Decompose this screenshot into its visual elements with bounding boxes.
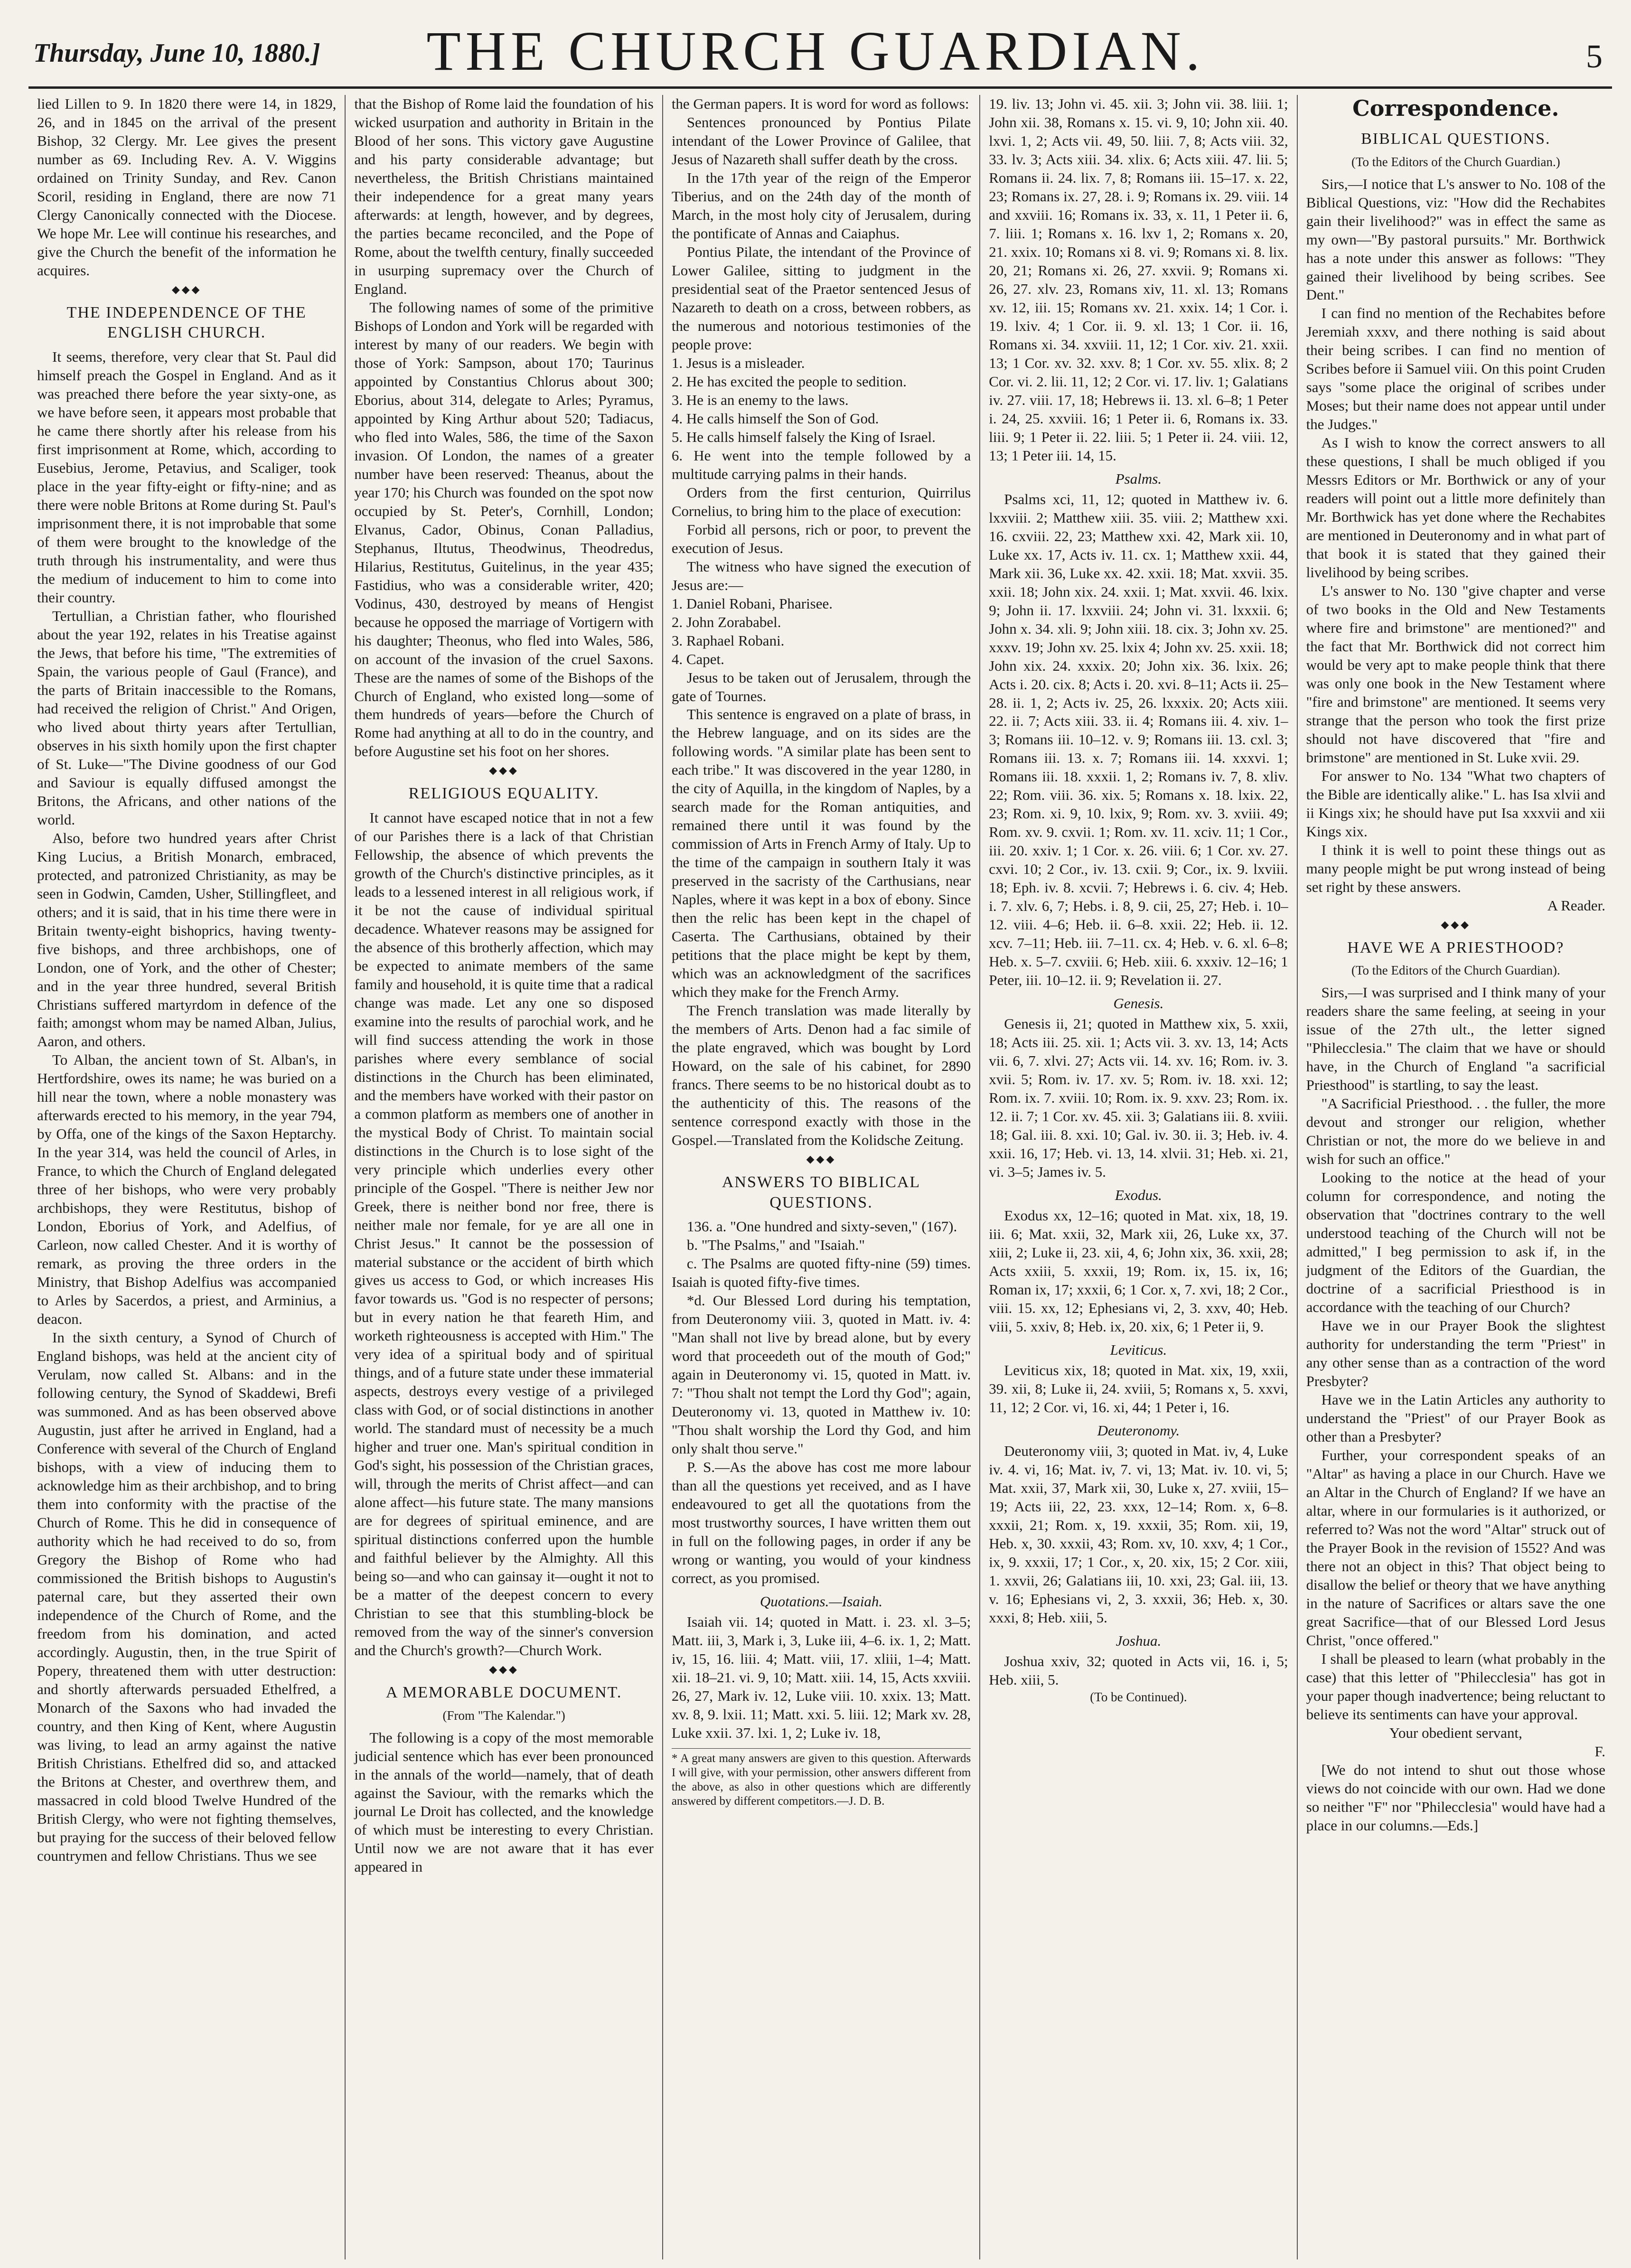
article-text: Looking to the notice at the head of your column for correspondence, and noting the observation that "doctrines contrary to the well understood teaching of the Church will not be admitted," I beg permission to ask if, in the judgment of the Editors of the Guardian, the doctrine of a sacrificial Priesthood is in accordance with the teaching of our Church? <box>1306 1169 1606 1316</box>
article-text: 136. a. "One hundred and sixty-seven," (167). <box>686 1218 957 1235</box>
article-text: It seems, therefore, very clear that St. Paul did himself preach the Gospel in England. And as it was preached there before the year sixty-one, as we have before seen, it appears most probable that he came there shortly after his release from his first imprisonment at Rome, which, according to Eusebius, Jerome, Petavius, and Scaliger, took place in the year fifty-eight or fifty-nine; and as there were noble Britons at Rome during St. Paul's imprisonment there, it is not improbable that some of them were brought to the knowledge of the truth through his instrumentality, and were thus the medium of inducement to him to come into their country. <box>37 348 337 606</box>
article-text: Exodus xx, 12–16; quoted in Mat. xix, 18, 19. iii. 6; Mat. xxii, 32, Mark xii, 26, Luke xx, 37. xiii, 2; Luke ii, 23. xii, 4, 6; John xix, 36. xxii, 28; Acts xxiii, 5. xxxii, 19; Rom. ix, 15. ix, 16; Roman ix, 17; xxxii, 6; 1 Cor. x, 7. xvi, 18; 2 Cor., viii. 15. xx, 12; Ephesians vi, 2, 3. xxv, 40; Heb. viii, 5. xxiv, 8; Heb. ix, 20. xix, 6; 1 Peter ii, 9. <box>989 1207 1288 1335</box>
list-item: 3. He is an enemy to the laws. <box>671 391 849 408</box>
article-text: The French translation was made literally by the members of Arts. Denon had a fac simile of the plate engraved, which was bought by Lord Howard, on the sale of his cabinet, for 2890 francs. There seems to be no historical doubt as to the authenticity of this. The reasons of the sentence correspond exactly with those in the Gospel.—Translated from the Kolidsche Zeitung. <box>671 1002 971 1149</box>
witness-list <box>672 595 971 669</box>
article-heading: RELIGIOUS EQUALITY. <box>408 785 600 803</box>
column-4 <box>980 95 1297 2259</box>
ornament-divider: ◆◆◆ <box>171 283 202 295</box>
page-columns <box>28 95 1614 2259</box>
article-text: To Alban, the ancient town of St. Alban's, in Hertfordshire, owes its name; he was buried on a hill near the town, where a noble monastery was afterwards erected to his memory, in the year 794, by Offa, one of the kings of the Saxon Heptarchy. In the year 314, was held the council of Arles, in France, to which the Church of England delegated three of her bishops, who were very probably archbishops, they were Restitutus, bishop of London, Eborius of York, and Adelfius, of Carleon, now called Chester. And it is worthy of remark, as proving the three orders in the Ministry, that Bishop Adelfius was accompanied to Arles by Sacerdos, a priest, and Arminius, a deacon. <box>37 1051 337 1328</box>
masthead-rule <box>28 86 1612 89</box>
article-text: Isaiah vii. 14; quoted in Matt. i. 23. xl. 3–5; Matt. iii, 3, Mark i, 3, Luke iii, 4–6. ix. 1, 2; Matt. iv, 15, 16. liii. 4; Matt. viii, 17. xliii, 1–4; Matt. xii. 18–21. vi. 9, 10; Matt. xiii. 14, 15, Acts xxviii. 26, 27, Mark iv. 12, Luke viii. 10. xxix. 13; Matt. xv. 8, 9. lxii. 11; Matt. xxi. 5. liii. 12; Mark xv. 28, Luke xxii. 37. lxi. 1, 2; Luke iv. 18, <box>671 1613 971 1741</box>
article-heading: ANSWERS TO BIBLICAL QUESTIONS. <box>722 1173 921 1211</box>
article-text: Have we in the Latin Articles any authority to understand the "Priest" of our Prayer Book as other than a Presbyter? <box>1306 1391 1606 1445</box>
list-item: 2. John Zorababel. <box>671 613 781 630</box>
article-text: In the sixth century, a Synod of Church of England bishops, was held at the ancient city of Verulam, now called St. Albans: and in the following century, the Synod of Skaddewi, Brefi was summoned. And as has been observed above Augustin, just after he arrived in England, had a Conference with several of the Church of England bishops, with a view of inducing them to acknowledge him as their archbishop, and to bring them into conformity with the practise of the Church of Rome. This he did in consequence of authority which he had received to do so, from Gregory the Bishop of Rome who had commissioned the British bishops to Augustin's paternal care, but they asserted their own independence of the Church of Rome, and the freedom from his domination, and acted accordingly. Augustin, then, in the true Spirit of Popery, threatened them with utter destruction: and shortly afterwards persuaded Ethelfred, a Monarch of the Saxons who had invaded the country, and then King of Kent, where Augustin was living, to lead an army against the native British Christians. Ethelfred did so, and attacked the Britons at Chester, and overthrew them, and massacred in cold blood Twelve Hundred of the British Clergy, who were not fighting themselves, but praying for the success of their beloved fellow countrymen and fellow Christians. Thus we see <box>37 1329 337 1864</box>
article-text: Jesus to be taken out of Jerusalem, through the gate of Tournes. <box>671 669 971 704</box>
section-label: Psalms. <box>1115 470 1162 487</box>
article-text: The witness who have signed the execution of Jesus are:— <box>671 558 971 593</box>
section-label: Genesis. <box>1113 995 1164 1012</box>
list-item: 4. He calls himself the Son of God. <box>671 410 879 427</box>
section-label: Deuteronomy. <box>1097 1422 1180 1439</box>
article-text: Have we in our Prayer Book the slightest authority for understanding the term "Priest" in any other sense than as a contraction of the word Presbyter? <box>1306 1317 1606 1390</box>
issue-date: Thursday, June 10, 1880.] <box>33 38 320 68</box>
list-item: 6. He went into the temple followed by a multitude carrying palms in their hands. <box>671 447 971 482</box>
column-1 <box>28 95 346 2259</box>
article-text: Also, before two hundred years after Christ King Lucius, a British Monarch, embraced, protected, and patronized Christianity, as may be seen in Godwin, Camden, Usher, Stillingfleet, and others; and it is said, that in his time there were in Britain twenty-eight bishoprics, having twenty-five bishops, and three archbishops, one of London, one of York, and the other of Chester; and in the year three hundred, several British Christians suffered martyrdom in defence of the faith; amongst whom may be named Alban, Julius, Aaron, and others. <box>37 829 337 1050</box>
article-text: I think it is well to point these things out as many people might be put wrong instead of being set right by these answers. <box>1306 842 1606 895</box>
article-source: (From "The Kalendar.") <box>442 1708 565 1723</box>
page-number: 5 <box>1586 38 1603 75</box>
letter-signature: A Reader. <box>1547 897 1606 914</box>
column-5 <box>1298 95 1614 2259</box>
section-label: Exodus. <box>1115 1187 1162 1204</box>
article-text: c. The Psalms are quoted fifty-nine (59) times. Isaiah is quoted fifty-five times. <box>671 1255 971 1291</box>
article-text: I shall be pleased to learn (what probably in the case) that this letter of "Philecclesia" has got in your paper though inadvertence; being reluctant to believe its sentiments can have your approval. <box>1306 1650 1606 1723</box>
masthead <box>0 0 1631 85</box>
letter-closing: Your obedient servant, <box>1389 1724 1522 1741</box>
article-text: Forbid all persons, rich or poor, to prevent the execution of Jesus. <box>671 521 971 556</box>
article-text: The following names of some of the primitive Bishops of London and York will be regarded with interest by many of our readers. We begin with those of York: Sampson, about 170; Taurinus appointed by Constantius Chlorus about 300; Eborius, about 314, delegate to Arles; Pyramus, appointed by King Arthur about 520; Tadiacus, who fled into Wales, 586, the time of the Saxon invasion. Of London, the names of a greater number have been reserved: Theanus, about the year 170; his Church was founded on the spot now occupied by St. Peter's, Cornhill, London; Elvanus, Cador, Obinus, Conan Palladius, Stephanus, Iltutus, Theodwinus, Theodredus, Hilarius, Restitutus, Guitelinus, in the year 435; Fastidius, who was a considerable writer, 420; Vodinus, 430, destroyed by means of Hengist because he opposed the marriage of Vortigern with his daughter; Theonus, who fled into Wales, 586, on account of the invasion of the cruel Saxons. These are the names of some of the Bishops of the Church of England, who existed long—some of them hundreds of years—before the Church of Rome had anything at all to do in the country, and before Augustine set his foot on her shores. <box>354 299 654 760</box>
list-item: 1. Jesus is a misleader. <box>671 354 805 371</box>
section-title: Correspondence. <box>1352 95 1559 121</box>
article-text: "A Sacrificial Priesthood. . . the fuller, the more devout and stronger our religion, whether Christian or not, the more do we believe in and wish for such an office." <box>1306 1095 1606 1168</box>
section-label: Leviticus. <box>1110 1341 1167 1358</box>
article-text: Leviticus xix, 18; quoted in Mat. xix, 19, xxii, 39. xii, 8; Luke ii, 24. xviii, 5; Romans x, 5. xxvi, 11, 12; 2 Cor. vi, 16. xi, 44; 1 Peter i, 16. <box>989 1361 1288 1415</box>
article-text: As I wish to know the correct answers to all these questions, I shall be much obliged if you Messrs Editors or Mr. Borthwick or any of your readers will point out a little more definitely than Mr. Borthwick has yet done where the Rechabites are mentioned in Deuteronomy and in what part of that book it is stated that they gained their livelihood by being scribes. <box>1306 434 1606 581</box>
ornament-divider: ◆◆◆ <box>806 1153 836 1165</box>
section-label: Quotations.—Isaiah. <box>759 1593 883 1610</box>
letter-address: (To the Editors of the Church Guardian). <box>1351 963 1560 978</box>
column-2 <box>346 95 663 2259</box>
article-text: b. "The Psalms," and "Isaiah." <box>686 1237 865 1254</box>
article-text: This sentence is engraved on a plate of brass, in the Hebrew language, and on its sides are the following words. "A similar plate has been sent to each tribe." It was discovered in the year 1280, in the city of Aquilla, in the kingdom of Naples, by a search made for the Roman antiquities, and remained there until it was found by the commission of Arts in French Army of Italy. Up to the time of the campaign in southern Italy it was preserved in the sacristy of the Carthusians, near Naples, where it was kept in a box of ebony. Since then the relic has been kept in the chapel of Caserta. The Carthusians, obtained by their petitions that the place might be kept by them, which was an acknowledgment of the sacrifices which they make for the French Army. <box>671 706 971 1001</box>
article-heading: A MEMORABLE DOCUMENT. <box>385 1683 622 1701</box>
letter-address: (To the Editors of the Church Guardian.) <box>1351 154 1560 169</box>
ornament-divider: ◆◆◆ <box>489 764 519 777</box>
article-heading: HAVE WE A PRIESTHOOD? <box>1347 938 1565 956</box>
ornament-divider: ◆◆◆ <box>489 1663 519 1676</box>
article-text: Sirs,—I was surprised and I think many of your readers share the same feeling, at seeing in your issue of the 27th ult., the letter signed "Philecclesia." The claim that we have or should have, in the Church of England "a sacrificial Priesthood" is startling, to say the least. <box>1306 984 1606 1094</box>
article-text: Sirs,—I notice that L's answer to No. 108 of the Biblical Questions, viz: "How did the Rechabites gain their livelihood?" was in effect the same as my own—"By pastoral pursuits." Mr. Borthwick has a note under this answer as follows: "They gained their livelihood by being scribes. See Dent." <box>1306 175 1606 303</box>
article-text: In the 17th year of the reign of the Emperor Tiberius, and on the 24th day of the month of March, in the most holy city of Jerusalem, during the pontificate of Annas and Caiaphus. <box>671 169 971 242</box>
section-label: Joshua. <box>1115 1632 1162 1649</box>
article-text: Pontius Pilate, the intendant of the Province of Lower Galilee, sitting to judgment in the presidential seat of the Praetor sentenced Jesus of Nazareth to death on a cross, between robbers, as the numerous and notorious testimonies of the people prove: <box>671 243 971 353</box>
article-text: It cannot have escaped notice that in not a few of our Parishes there is a lack of that Christian Fellowship, the absence of which prevents the growth of the Church's distinctive principles, as it leads to a lessened interest in all religious work, if it be not the cause of individual spiritual decadence. Whatever reasons may be assigned for the absence of this brotherly affection, which may be expected to animate members of the same family and household, it is quite time that a radical change was made. Let any one so disposed examine into the results of parochial work, and he will find success attending the work in those parishes where every semblance of social distinctions in the Church has been eliminated, and the members have worked with their pastor on a common platform as members one of another in the mystical Body of Christ. To maintain social distinctions in the Church is to lose sight of the very principle which underlies every other principle of the Gospel. "There is neither Jew nor Greek, there is neither bond nor free, there is neither male nor female, for ye are all one in Christ Jesus." It cannot be the possession of material substance or the accident of birth which gives us access to God, or which increases His favor towards us. "God is no respecter of persons; but in every nation he that feareth Him, and worketh righteousness is accepted with Him." The very idea of a spiritual body and of spiritual things, and of a future state under these immaterial aspects, destroys every vestige of a privileged class with God, or of social distinctions in another world. The standard must of necessity be a much higher and truer one. Man's spiritual condition in God's sight, his possession of the Christian graces, will, through the merits of Christ affect—and can alone affect—his future state. The many mansions are for degrees of spiritual eminence, and are spiritual distinctions conferred upon the humble and faithful believer by the Almighty. All this being so—and who can gainsay it—ought it not to be a matter of the deepest concern to every Christian to see that this stumbling-block be removed from the way of the sinner's conversion and the Church's growth?—Church Work. <box>354 809 654 1659</box>
article-text: lied Lillen to 9. In 1820 there were 14, in 1829, 26, and in 1845 on the arrival of the present Bishop, 32 Clergy. Mr. Lee gives the present number as 69. Including Rev. A. V. Wiggins ordained on Trinity Sunday, and Rev. Canon Scoril, residing in England, there are now 71 Clergy Canonically connected with the Diocese. We hope Mr. Lee will continue his researches, and give the Church the benefit of the information he acquires. <box>37 95 337 279</box>
editor-note: [We do not intend to shut out those whose views do not coincide with our own. Had we done so neither "F" nor "Philecclesia" would have had a place in our columns.—Eds.] <box>1306 1761 1606 1834</box>
newspaper-title: THE CHURCH GUARDIAN. <box>426 20 1205 82</box>
article-text: Tertullian, a Christian father, who flourished about the year 192, relates in his Treatise against the Jews, that before his time, "The extremities of Spain, the various people of Gaul (France), and the parts of Britain inaccessible to the Romans, had received the religion of Christ." And Origen, who lived about thirty years after Tertullian, observes in his sixth homily upon the first chapter of St. Luke—"The Divine goodness of our God and Saviour is equally diffused amongst the Britons, the Africans, and other nations of the world. <box>37 607 337 828</box>
continued-note: (To be Continued). <box>1090 1689 1187 1704</box>
article-text: Joshua xxiv, 32; quoted in Acts vii, 16. i, 5; Heb. xiii, 5. <box>989 1652 1288 1688</box>
article-text: L's answer to No. 130 "give chapter and verse of two books in the Old and New Testaments where fire and brimstone" are mentioned?" and the fact that Mr. Borthwick did not correct him would be very apt to make people think that there was only one book in the New Testament where "fire and brimstone" are mentioned. It seems very strange that the person who took the first prize should not have discovered that "fire and brimstone" are mentioned in St. Luke xvii. 29. <box>1306 582 1606 766</box>
article-text: For answer to No. 134 "What two chapters of the Bible are identically alike." L. has Isa xlvii and ii Kings xix; he should have put Isa xxxvii and xii Kings xix. <box>1306 768 1606 840</box>
footnote: * A great many answers are given to this question. Afterwards I will give, with your permission, other answers different from the above, as also in other questions which are differently answered by different competitors.—J. D. B. <box>672 1748 971 1809</box>
list-item: 1. Daniel Robani, Pharisee. <box>671 595 833 612</box>
article-text: Orders from the first centurion, Quirrilus Cornelius, to bring him to the place of execution: <box>671 484 971 519</box>
letter-signature: F. <box>1594 1743 1606 1760</box>
article-text: Further, your correspondent speaks of an "Altar" as having a place in our Church. Have we an Altar in the Church of England? If we have an altar, where in our formularies is it authorized, or referred to? Was not the word "Altar" struck out of the Prayer Book in the revision of 1552? And was there not an object in this? That object being to disallow the belief or theory that we have anything in the nature of Sacrifices or altars save the one great Sacrifice—that of our Blessed Lord Jesus Christ, "once offered." <box>1306 1446 1606 1649</box>
list-item: 4. Capet. <box>671 650 724 667</box>
article-text: that the Bishop of Rome laid the foundation of his wicked usurpation and authority in Britain in the Blood of her sons. This victory gave Augustine and his party considerable advantage; but nevertheless, the British Christians maintained their independence for a great many years afterwards: at length, however, and by degrees, the parties became reconciled, and the Pope of Rome, about the twelfth century, finally succeeded in usurping supremacy over the Church of England. <box>354 95 654 297</box>
charges-list <box>672 354 971 484</box>
list-item: 3. Raphael Robani. <box>671 632 785 649</box>
article-text: Genesis ii, 21; quoted in Matthew xix, 5. xxii, 18; Acts iii. 25. xii. 1; Acts vii. 3. xv. 13, 14; Acts vii. 6, 7. xlvi. 27; Acts vii. 14. xv. 16; Rom. iv. 3. xvii. 5; Rom. iv. 17. xv. 5; Rom. iv. 18. xxi. 12; Rom. ix. 7. xviii. 10; Rom. ix. 9. xxv. 23; Rom. ix. 12. ii. 7; 1 Cor. xv. 45. xii. 3; Galatians iii. 8. xviii. 18; Gal. iii. 8. xxi. 10; Gal. iv. 30. ii. 3; Heb. iv. 4. xxii. 16, 17; Heb. vi. 13, 14. xlvii. 31; Heb. xi. 21, vi. 3–5; James iv. 5. <box>989 1015 1288 1181</box>
column-3 <box>663 95 980 2259</box>
list-item: 5. He calls himself falsely the King of Israel. <box>671 428 936 445</box>
list-item: 2. He has excited the people to sedition. <box>671 373 907 390</box>
article-heading: THE INDEPENDENCE OF THE ENGLISH CHURCH. <box>66 303 307 342</box>
ornament-divider: ◆◆◆ <box>1441 918 1471 930</box>
article-heading: BIBLICAL QUESTIONS. <box>1361 130 1551 148</box>
article-text: Deuteronomy viii, 3; quoted in Mat. iv, 4, Luke iv. 4. vi, 16; Mat. iv, 7. vi, 13; Mat. iv. 10. vi, 5; Mat. xxii, 37, Mark xii, 30, Luke x, 27. xviii, 15–19; Acts iii, 22, 23. xxx, 12–14; Rom. x, 6–8. xxxii, 21; Rom. x, 19. xxxii, 35; Rom. xii, 19, Heb. x, 30. xxxii, 43; Rom. xv, 10. xxv, 4; 1 Cor., ix, 9. xxxii, 17; 1 Cor., x, 20. xix, 15; 2 Cor. xiii, 1. xxvii, 26; Galatians iii, 10. xxi, 23; Gal. iii, 13. v. 16; Ephesians vi, 2, 3. xxxii, 36; Heb. x, 30. xxxi, 8; Heb. xiii, 5. <box>989 1442 1288 1626</box>
article-text: P. S.—As the above has cost me more labour than all the questions yet received, and as I have endeavoured to get all the quotations from the most trustworthy sources, I have written them out in full on the following pages, in order if any be wrong or wanting, you would of your kindness correct, as you promised. <box>671 1459 971 1587</box>
article-text: 19. liv. 13; John vi. 45. xii. 3; John vii. 38. liii. 1; John xii. 38, Romans x. 15. vi. 9, 10; John xii. 40. lxvi. 1, 2; Acts vii. 49, 50. liii. 7, 8; Acts viii. 32, 33. lv. 3; Acts xiii. 34. xlix. 6; Acts xiii. 47. lii. 5; Romans ii. 24. lix. 7, 8; Romans iii. 15–17. x. 22, 23; Romans ix. 27, 28. i. 9; Romans ix. 29. viii. 14 and xxviii. 16; Romans ix. 33, x. 11, 1 Peter ii. 6, 7. liii. 1; Romans x. 16. lxv 1, 2; Romans x. 20, 21. xxix. 10; Romans xi 8. vi. 9; Romans xi. 8. lix. 20, 21; Romans xi. 26, 27. xxvii. 9; Romans xi. 26, 27. xlv. 23, Romans xiv, 11. xl. 13; Romans xv. 12, iii. 15; Romans xv. 21. xxix. 14; 1 Cor. i. 19. lxiv. 4; 1 Cor. ii. 9. xl. 13; 1 Cor. ii. 16, Romans xi. 34. xxviii. 11, 12; 1 Cor. xiv. 21. xxii. 13; 1 Cor. xv. 32. xxv. 8; 1 Cor. xv. 55. xlix. 8; 2 Cor. vi. 2. lii. 11, 12; 2 Cor. vi. 17. liv. 1; Galatians iv. 27. viii. 17, 18; Hebrews ii. 13. xl. 6–8; 1 Peter i. 24, 25. xxviii. 16; 1 Peter ii. 6, Romans ix. 33. liii. 9; 1 Peter ii. 22. liii. 5; 1 Peter ii. 24. viii. 12, 13; 1 Peter iii. 14, 15. <box>989 95 1288 464</box>
article-text: Psalms xci, 11, 12; quoted in Matthew iv. 6. lxxviii. 2; Matthew xiii. 35. viii. 2; Matthew xxi. 16. cxviii. 22, 23; Matthew xxi. 42, Mark xii. 10, Luke xx. 17, Acts iv. 11. cx. 1; Matthew xxii. 44, Mark xii. 36, Luke xx. 42. xxii. 18; Mat. xxvii. 35. xxii. 18; John xix. 24. xxii. 1; Mat. xxvii. 46. lxix. 9; John ii. 17. lxxviii. 24; John vi. 31. lxxxii. 6; John x. 34. xli. 9; John xiii. 18. cix. 3; John xv. 25. xxxv. 19; John xv. 25. lxix 4; John xv. 25. xxii. 18; John xix. 24. xxxix. 20; John xix. 36. lxix. 26; Acts i. 20. cix. 8; Acts i. 20. xvi. 8–11; Acts ii. 25–28. ii. 1, 2; Acts iv. 25, 26. lxxxix. 20; Acts xiii. 22. ii. 7; Acts xiii. 33. ii. 4; Romans iii. 4. xiv. 1–3; Romans iii. 10–12. v. 9; Romans iii. 13. cxl. 3; Romans iii. 13. x. 7; Romans iii. 14. xxxvi. 1; Romans iii. 18. xxxii. 1, 2; Romans iv. 7, 8. xliv. 22; Rom. viii. 36. xix. 5; Romans x. 18. lxix. 22, 23; Rom. xi. 9, 10. lxix, 9; Rom. xv. 3. xviii. 49; Rom. xv. 9. cxvii. 1; Rom. xv. 11. xciv. 11; 1 Cor., iii. 20. xxiv. 1; 1 Cor. x. 26. viii. 6; 1 Cor. xv. 27. cxvi. 10; 2 Cor., iv. 13. cxii. 9; Cor., ix. 9. lxviii. 18; Eph. iv. 8. xcvii. 7; Hebrews i. 6. civ. 4; Heb. i. 7. xlv. 6, 7; Hebs. i. 8, 9. cii, 25, 27; Heb. i. 10–12. viii. 4–6; Heb. ii. 6–8. xxii. 22; Heb. ii. 12. xcv. 7–11; Heb. iii. 7–11. cx. 4; Heb. v. 6. xl. 6–8; Heb. x. 5–7. cxviii. 6; Heb. xiii. 6. xxxiv. 12–16; 1 Peter, iii. 10–12. ii. 9; Revelation ii. 27. <box>989 490 1288 989</box>
article-text: I can find no mention of the Rechabites before Jeremiah xxxv, and there nothing is said about their being scribes. I can find no mention of Scribes before ii Samuel viii. On this point Cruden says "some place the original of scribes under Moses; but their name does not appear until under the Judges." <box>1306 305 1606 433</box>
article-text: The following is a copy of the most memorable judicial sentence which has ever been pronounced in the annals of the world—namely, that of death against the Saviour, with the remarks which the journal Le Droit has collected, and the knowledge of which must be interesting to every Christian. Until now we are not aware that it has ever appeared in <box>354 1729 654 1875</box>
article-text: the German papers. It is word for word as follows: <box>671 95 969 112</box>
article-text: *d. Our Blessed Lord during his temptation, from Deuteronomy viii. 3, quoted in Matt. iv. 4: "Man shall not live by bread alone, but by every word that proceedeth out of the mouth of God;" again in Deuteronomy vi. 15, quoted in Matt. iv. 7: "Thou shalt not tempt the Lord thy God"; again, Deuteronomy vi. 13, quoted in Matthew iv. 10: "Thou shalt worship the Lord thy God, and him only shalt thou serve." <box>671 1292 971 1457</box>
article-text: Sentences pronounced by Pontius Pilate intendant of the Lower Province of Galilee, that Jesus of Nazareth shall suffer death by the cross. <box>671 113 971 168</box>
